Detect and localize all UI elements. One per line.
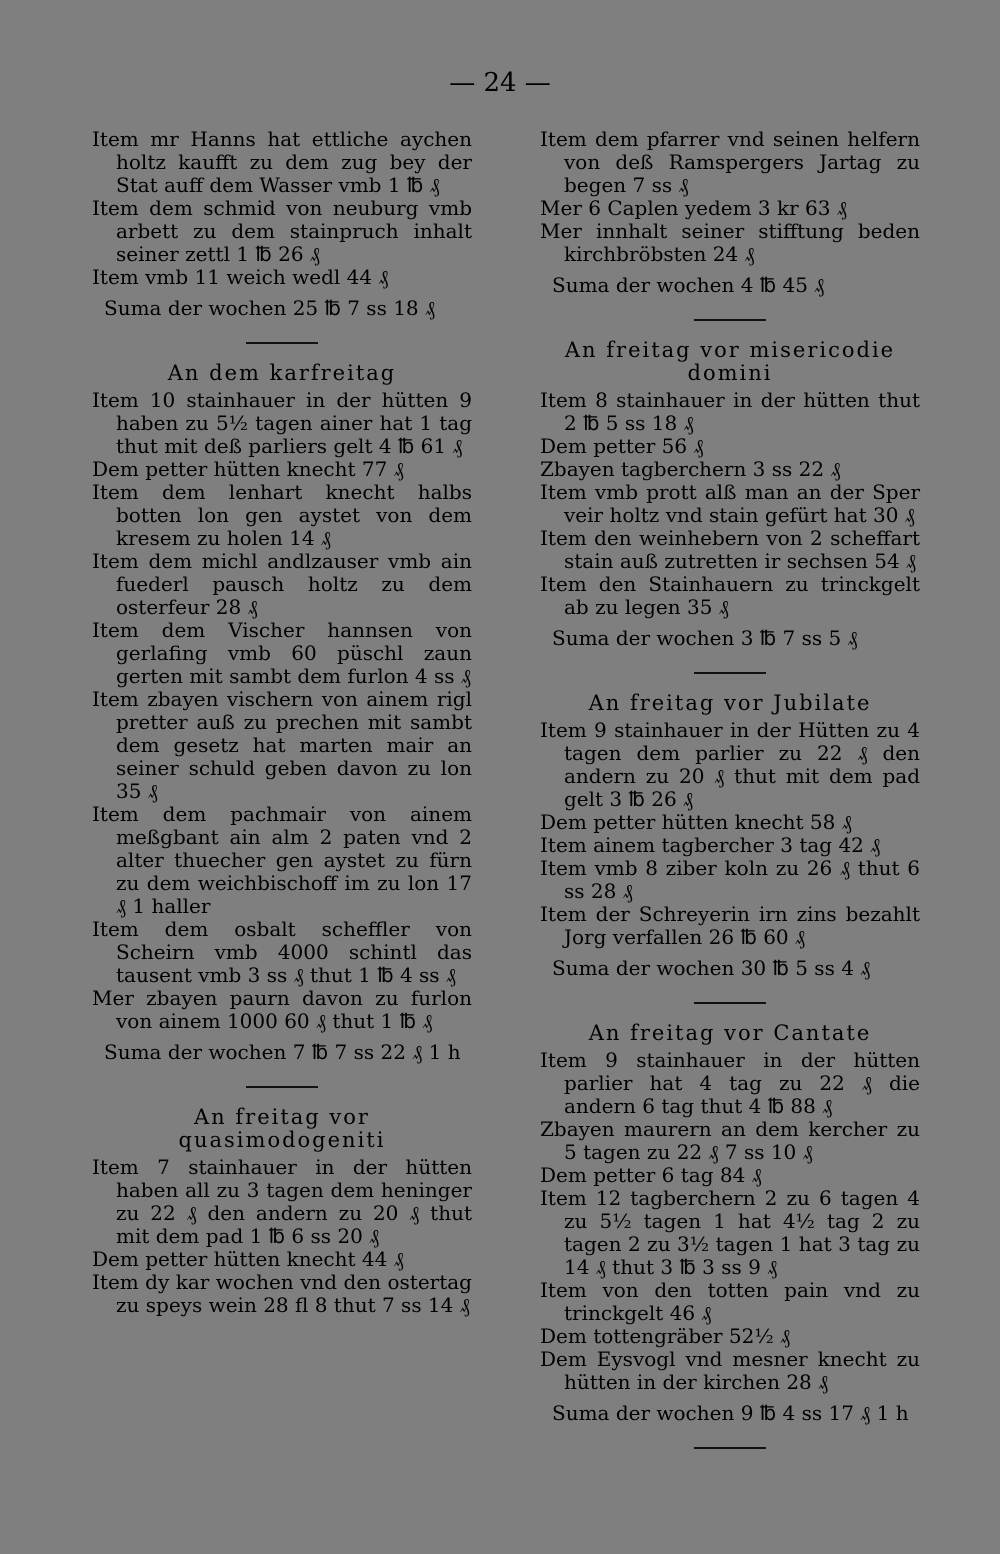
- ledger-entry: Zbayen maurern an dem kercher zu 5 tagen zu 22 ₰ 7 ss 10 ₰: [540, 1117, 920, 1164]
- ledger-entry: Item dem lenhart knecht halbs botten lon gen aystet von dem kresem zu holen 14 ₰: [92, 480, 472, 550]
- ledger-entry: Dem tottengräber 52½ ₰: [540, 1324, 791, 1348]
- ledger-entry: Dem petter 56 ₰: [540, 434, 704, 458]
- ledger-entry: Item dem pachmair von ainem meßgbant ain alm 2 paten vnd 2 alter thuecher gen aystet zu fürn zu dem weichbischoff im zu lon 17 ₰ 1 haller: [92, 802, 472, 918]
- section-heading: An freitag vor quasimodogeniti: [178, 1105, 386, 1152]
- left-column: [92, 128, 472, 1317]
- ledger-entry: Item den Stainhauern zu trinckgelt ab zu legen 35 ₰: [540, 572, 920, 619]
- ledger-entry: Item dem pfarrer vnd seinen helfern von deß Ramspergers Jartag zu begen 7 ss ₰: [540, 127, 920, 197]
- ledger-entry: Item vmb 8 ziber koln zu 26 ₰ thut 6 ss 28 ₰: [540, 856, 920, 903]
- weekly-sum: Suma der wochen 3 ℔ 7 ss 5 ₰: [552, 626, 858, 650]
- weekly-sum: Suma der wochen 30 ℔ 5 ss 4 ₰: [552, 956, 871, 980]
- section-divider: [246, 342, 318, 344]
- right-column: [540, 128, 920, 1467]
- section-divider: [694, 319, 766, 321]
- section-divider: [694, 1447, 766, 1449]
- ledger-entry: Item mr Hanns hat ettliche aychen holtz kaufft zu dem zug bey der Stat auff dem Wasser vmb 1 ℔ ₰: [92, 127, 472, 197]
- ledger-entry: Dem petter hütten knecht 58 ₰: [540, 810, 852, 834]
- weekly-sum: Suma der wochen 25 ℔ 7 ss 18 ₰: [104, 296, 435, 320]
- ledger-entry: Item dem Vischer hannsen von gerlafing vmb 60 püschl zaun gerten mit sambt dem furlon 4 ss ₰: [92, 618, 472, 688]
- ledger-entry: Dem petter 6 tag 84 ₰: [540, 1163, 762, 1187]
- ledger-entry: Item vmb 11 weich wedl 44 ₰: [92, 265, 389, 289]
- ledger-entry: Mer 6 Caplen yedem 3 kr 63 ₰: [540, 196, 847, 220]
- ledger-entry: Item zbayen vischern von ainem rigl pretter auß zu prechen mit sambt dem gesetz hat marten mair an seiner schuld geben davon zu lon 35 ₰: [92, 687, 472, 803]
- ledger-entry: Item 7 stainhauer in der hütten haben all zu 3 tagen dem heninger zu 22 ₰ den andern zu 20 ₰ thut mit dem pad 1 ℔ 6 ss 20 ₰: [92, 1155, 472, 1248]
- section-heading: An freitag vor Jubilate: [588, 691, 872, 715]
- ledger-entry: Mer zbayen paurn davon zu furlon von ainem 1000 60 ₰ thut 1 ℔ ₰: [92, 986, 472, 1033]
- ledger-entry: Dem petter hütten knecht 77 ₰: [92, 457, 404, 481]
- ledger-entry: Item 12 tagberchern 2 zu 6 tagen 4 zu 5½ tagen 1 hat 4½ tag 2 zu tagen 2 zu 3½ tagen 1 hat 3 tag zu 14 ₰ thut 3 ℔ 3 ss 9 ₰: [540, 1186, 920, 1279]
- section-heading: An freitag vor Cantate: [588, 1021, 872, 1045]
- ledger-entry: Item 9 stainhauer in der hütten parlier hat 4 tag zu 22 ₰ die andern 6 tag thut 4 ℔ 88 ₰: [540, 1048, 920, 1118]
- section-divider: [694, 1002, 766, 1004]
- weekly-sum: Suma der wochen 7 ℔ 7 ss 22 ₰ 1 h: [104, 1040, 461, 1064]
- weekly-sum: Suma der wochen 4 ℔ 45 ₰: [552, 273, 825, 297]
- ledger-entry: Item 10 stainhauer in der hütten 9 haben zu 5½ tagen ainer hat 1 tag thut mit deß parliers gelt 4 ℔ 61 ₰: [92, 388, 472, 458]
- section-divider: [246, 1086, 318, 1088]
- ledger-entry: Zbayen tagberchern 3 ss 22 ₰: [540, 457, 841, 481]
- ledger-entry: Item den weinhebern von 2 scheffart stain auß zutretten ir sechsen 54 ₰: [540, 526, 920, 573]
- section-divider: [694, 672, 766, 674]
- ledger-entry: Item dy kar wochen vnd den ostertag zu speys wein 28 fl 8 thut 7 ss 14 ₰: [92, 1270, 472, 1317]
- ledger-entry: Item 8 stainhauer in der hütten thut 2 ℔ 5 ss 18 ₰: [540, 388, 920, 435]
- ledger-entry: Item von den totten pain vnd zu trinckgelt 46 ₰: [540, 1278, 920, 1325]
- ledger-entry: Dem Eysvogl vnd mesner knecht zu hütten in der kirchen 28 ₰: [540, 1347, 920, 1394]
- ledger-entry: Mer innhalt seiner stifftung beden kirchbröbsten 24 ₰: [540, 219, 920, 266]
- page-number: — 24 —: [449, 68, 551, 98]
- section-heading: An dem karfreitag: [167, 361, 397, 385]
- ledger-entry: Dem petter hütten knecht 44 ₰: [92, 1247, 404, 1271]
- ledger-entry: Item 9 stainhauer in der Hütten zu 4 tagen dem parlier zu 22 ₰ den andern zu 20 ₰ thut mit dem pad gelt 3 ℔ 26 ₰: [540, 718, 920, 811]
- ledger-entry: Item ainem tagbercher 3 tag 42 ₰: [540, 833, 881, 857]
- weekly-sum: Suma der wochen 9 ℔ 4 ss 17 ₰ 1 h: [552, 1401, 909, 1425]
- ledger-entry: Item dem schmid von neuburg vmb arbett zu dem stainpruch inhalt seiner zettl 1 ℔ 26 ₰: [92, 196, 472, 266]
- ledger-entry: Item dem michl andlzauser vmb ain fuederl pausch holtz zu dem osterfeur 28 ₰: [92, 549, 472, 619]
- ledger-entry: Item dem osbalt scheffler von Scheirn vmb 4000 schintl das tausent vmb 3 ss ₰ thut 1 ℔ 4 ss ₰: [92, 917, 472, 987]
- ledger-entry: Item vmb prott alß man an der Sper veir holtz vnd stain gefürt hat 30 ₰: [540, 480, 920, 527]
- section-heading: An freitag vor misericodie domini: [564, 338, 896, 385]
- ledger-entry: Item der Schreyerin irn zins bezahlt Jorg verfallen 26 ℔ 60 ₰: [540, 902, 920, 949]
